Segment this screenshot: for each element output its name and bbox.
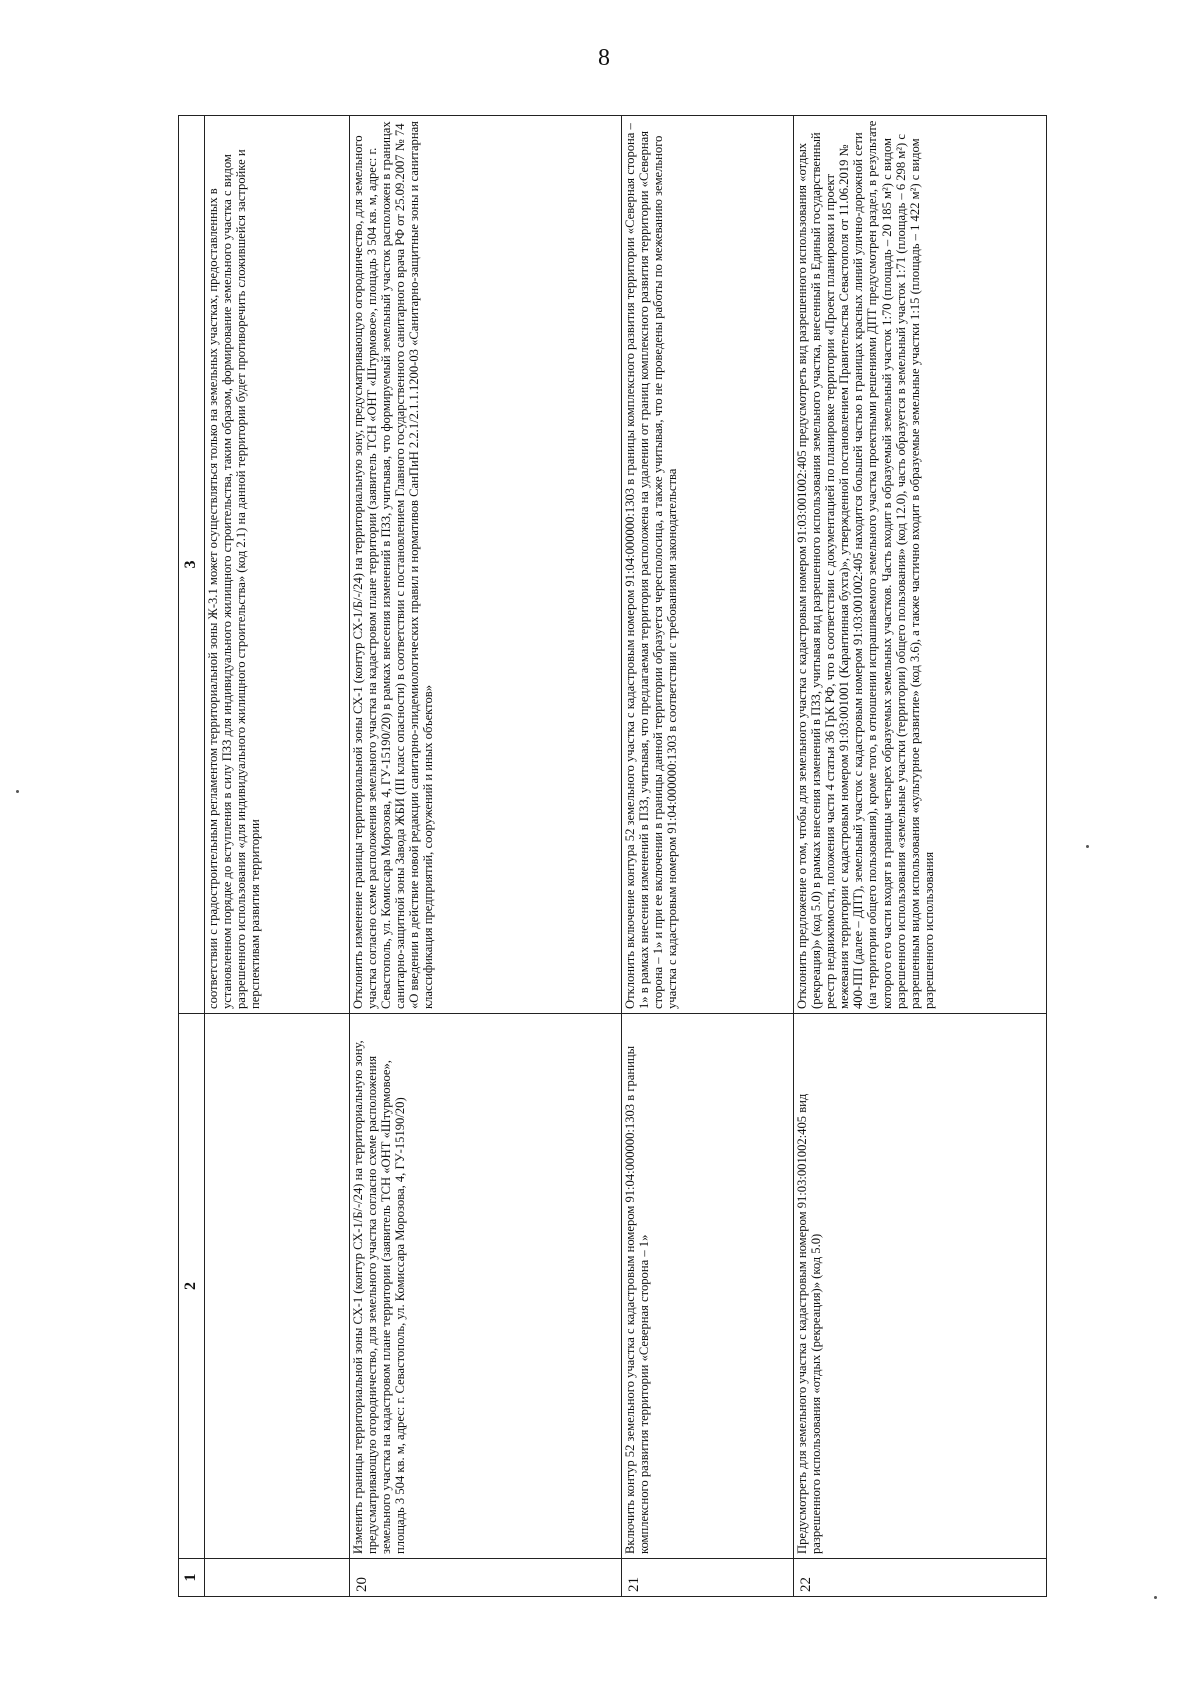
row-number <box>205 1559 350 1597</box>
header-col-3: 3 <box>179 116 205 1014</box>
row-number: 21 <box>622 1559 794 1597</box>
scan-speck <box>16 790 19 793</box>
row-decision: Отклонить включение контура 52 земельного участка с кадастровым номером 91:04:000000:1303 в границы комплексного развития территории «Северная сторона – 1» в рамках внесения изменений в ПЗЗ, учитывая, что предлагаемая территория расположена на удалении от границ комплексного развития территории «Северная сторона – 1» и при ее включении в границы данной территории образуется чересполосица, а также учитывая, что не проведены работы по межеванию земельного участка с кадастровым номером 91:04:000000:1303 в соответствии с требованиями законодательства <box>622 116 794 1014</box>
row-proposal: Изменить границы территориальной зоны СХ-1 (контур СХ-1/Б/-/24) на территориальную зону, предусматривающую огородничество, для земельного участка согласно схеме расположения земельного участка на кадастровом плане территории (заявитель ТСН «ОНТ «Штурмовое», площадь 3 504 кв. м, адрес: г. Севастополь, ул. Комиссара Морозова, 4, ГУ-15190/20) <box>350 1014 622 1559</box>
scan-speck <box>1154 1596 1157 1599</box>
row-proposal: Включить контур 52 земельного участка с кадастровым номером 91:04:000000:1303 в границы комплексного развития территории «Северная сторона – 1» <box>622 1014 794 1559</box>
row-proposal <box>205 1014 350 1559</box>
header-col-1: 1 <box>179 1559 205 1597</box>
row-number: 22 <box>794 1559 1047 1597</box>
row-proposal: Предусмотреть для земельного участка с кадастровым номером 91:03:001002:405 вид разрешенного использования «отдых (рекреация)» (код 5.0) <box>794 1014 1047 1559</box>
table-header-row <box>179 116 205 1597</box>
table-container <box>178 116 1046 1597</box>
row-decision: Отклонить изменение границы территориальной зоны СХ-1 (контур СХ-1/Б/-/24) на территориальную зону, предусматривающую огородничество, для земельного участка согласно схеме расположения земельного участка на кадастровом плане территории (заявитель ТСН «ОНТ «Штурмовое», площадь 3 504 кв. м, адрес: г. Севастополь, ул. Комиссара Морозова, 4, ГУ-15190/20) в рамках внесения изменений в ПЗЗ, учитывая, что формируемый земельный участок расположен в границах санитарно-защитной зоны Завода ЖБИ (III класс опасности) в соответствии с постановлением Главного государственного санитарного врача РФ от 25.09.2007 № 74 «О введении в действие новой редакции санитарно-эпидемиологических правил и нормативов СанПиН 2.2.1/2.1.1.1200-03 «Санитарно-защитные зоны и санитарная классификация предприятий, сооружений и иных объектов» <box>350 116 622 1014</box>
table-row-20 <box>350 116 622 1597</box>
row-decision: Отклонить предложение о том, чтобы для земельного участка с кадастровым номером 91:03:001002:405 предусмотреть вид разрешенного использования «отдых (рекреация)» (код 5.0) в рамках внесения изменений в ПЗЗ, учитывая вид разрешенного использования земельного участка, внесенный в Единый государственный реестр недвижимости, положения части 4 статьи 36 ГрК РФ, что в соответствии с документацией по планировке территории «Проект планировки и проект межевания территории с кадастровым номером 91:03:001001 (Карантинная бухта)», утвержденной постановлением Правительства Севастополя от 11.06.2019 № 400-ПП (далее – ДПТ), земельный участок с кадастровым номером 91:03:001002:405 находится большей частью в границах красных линий улично-дорожной сети (на территории общего пользования), кроме того, в отношении испрашиваемого земельного участка проектными решениями ДПТ предусмотрен раздел, в результате которого его части входят в границы четырех образуемых земельных участков. Часть входит в образуемый земельный участок 1:70 (площадь – 20 185 м²) с видом разрешенного использования «земельные участки (территории) общего пользования» (код 12.0), часть образуется в земельный участок 1:71 (площадь – 6 298 м²) с разрешенным видом использования «культурное развитие» (код 3.6), а также частично входит в образуемые земельные участки 1:15 (площадь – 1 422 м²) с видом разрешенного использования <box>794 116 1047 1014</box>
table-row-continuation <box>205 116 350 1597</box>
table-row-22 <box>794 116 1047 1597</box>
row-number: 20 <box>350 1559 622 1597</box>
header-col-2: 2 <box>179 1014 205 1559</box>
page-number: 8 <box>598 45 610 71</box>
table-row-21 <box>622 116 794 1597</box>
row-decision: соответствии с градостроительным регламентом территориальной зоны Ж-3.1 может осуществляться только на земельных участках, предоставленных в установленном порядке до вступления в силу ПЗЗ для индивидуального жилищного строительства, таким образом, формирование земельного участка с видом разрешенного использования «для индивидуального жилищного строительства» (код 2.1) на данной территории будет противоречить сложившейся застройке и перспективам развития территории <box>205 116 350 1014</box>
decisions-table <box>178 115 1047 1597</box>
scan-speck <box>1086 845 1089 848</box>
